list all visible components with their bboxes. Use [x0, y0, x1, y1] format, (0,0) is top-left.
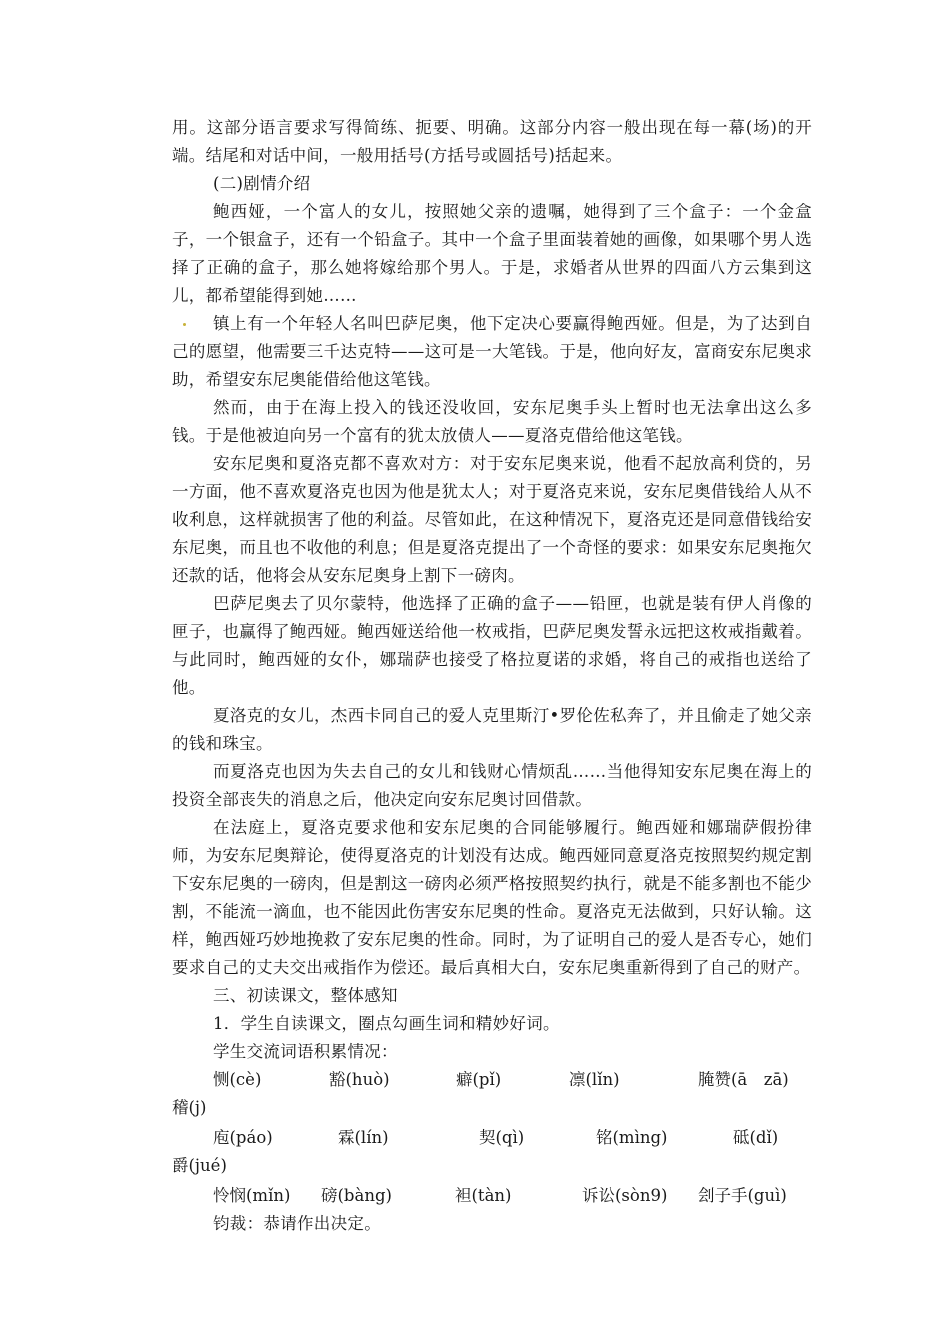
vocab-item: 豁(huò) — [329, 1070, 390, 1089]
vocab-item: 砥(dǐ) — [733, 1128, 779, 1147]
vocab-item: 恻(cè) — [213, 1070, 262, 1089]
vocab-item: 怜悯(mǐn) — [213, 1186, 291, 1205]
section-heading-reading: 三、初读课文，整体感知 — [213, 986, 398, 1005]
vocab-item: 癖(pǐ) — [456, 1070, 502, 1089]
vocab-item: 铭(mìng) — [596, 1128, 668, 1147]
vocab-row-1 — [172, 1066, 812, 1094]
vocab-item: 袒(tàn) — [455, 1186, 512, 1205]
paragraph-plot-1: 鲍西娅，一个富人的女儿，按照她父亲的遗嘱，她得到了三个盒子：一个金盒子，一个银盒子，还有一个铅盒子。其中一个盒子里面装着她的画像，如果哪个男人选择了正确的盒子，那么她将嫁给那个男人。于是，求婚者从世界的四面八方云集到这儿，都希望能得到她…… — [172, 202, 812, 305]
paragraph-plot-6: 夏洛克的女儿，杰西卡同自己的爱人克里斯汀•罗伦佐私奔了，并且偷走了她父亲的钱和珠宝。 — [172, 706, 812, 753]
vocab-item: 霖(lín) — [338, 1128, 389, 1147]
paragraph-plot-7: 而夏洛克也因为失去自己的女儿和钱财心情烦乱……当他得知安东尼奥在海上的投资全部丧失的消息之后，他决定向安东尼奥讨回借款。 — [172, 762, 812, 809]
vocab-item: 契(qì) — [479, 1128, 525, 1147]
paragraph-plot-5: 巴萨尼奥去了贝尔蒙特，他选择了正确的盒子——铅匣，也就是装有伊人肖像的匣子，也赢得了鲍西娅。鲍西娅送给他一枚戒指，巴萨尼奥发誓永远把这枚戒指戴着。与此同时，鲍西娅的女仆，娜瑞萨也接受了格拉夏诺的求婚，将自己的戒指也送给了他。 — [172, 594, 812, 697]
vocab-row-3 — [172, 1182, 812, 1210]
vocab-row-2 — [172, 1124, 812, 1152]
paragraph-intro-continuation: 用。这部分语言要求写得简练、扼要、明确。这部分内容一般出现在每一幕(场)的开端。结尾和对话中间，一般用括号(方括号或圆括号)括起来。 — [172, 118, 812, 165]
vocab-intro: 学生交流词语积累情况： — [213, 1042, 398, 1061]
vocab-item: 凛(lǐn) — [569, 1070, 620, 1089]
paragraph-plot-2: 镇上有一个年轻人名叫巴萨尼奥，他下定决心要赢得鲍西娅。但是，为了达到自己的愿望，他需要三千达克特——这可是一大笔钱。于是，他向好友，富商安东尼奥求助，希望安东尼奥能借给他这笔钱。 — [172, 314, 812, 389]
paragraph-plot-3: 然而，由于在海上投入的钱还没收回，安东尼奥手头上暂时也无法拿出这么多钱。于是他被迫向另一个富有的犹太放债人——夏洛克借给他这笔钱。 — [172, 398, 812, 445]
paragraph-plot-8: 在法庭上，夏洛克要求他和安东尼奥的合同能够履行。鲍西娅和娜瑞萨假扮律师，为安东尼奥辩论，使得夏洛克的计划没有达成。鲍西娅同意夏洛克按照契约规定割下安东尼奥的一磅肉，但是割这一磅肉必须严格按照契约执行，就是不能多割也不能少割，不能流一滴血，也不能因此伤害安东尼奥的性命。夏洛克无法做到，只好认输。这样，鲍西娅巧妙地挽救了安东尼奥的性命。同时，为了证明自己的爱人是否专心，她们要求自己的丈夫交出戒指作为偿还。最后真相大白，安东尼奥重新得到了自己的财产。 — [172, 818, 812, 977]
paragraph-plot-4: 安东尼奥和夏洛克都不喜欢对方：对于安东尼奥来说，他看不起放高利贷的，另一方面，他不喜欢夏洛克也因为他是犹太人；对于夏洛克来说，安东尼奥借钱给人从不收利息，这样就损害了他的利益。尽管如此，在这种情况下，夏洛克还是同意借钱给安东尼奥，而且也不收他的利息；但是夏洛克提出了一个奇怪的要求：如果安东尼奥拖欠还款的话，他将会从安东尼奥身上割下一磅肉。 — [172, 454, 812, 585]
vocab-row-2-wrap: 爵(jué) — [172, 1156, 227, 1175]
section-heading-plot: (二)剧情介绍 — [213, 174, 311, 193]
vocab-item: 庖(páo) — [213, 1128, 273, 1147]
vocab-definition: 钧裁：恭请作出决定。 — [213, 1214, 381, 1233]
document-body — [172, 114, 812, 1238]
vocab-item: 腌赞(ā zā) — [698, 1070, 789, 1089]
vocab-row-1-wrap: 稽(j) — [172, 1098, 207, 1117]
vocab-item: 磅(bàng) — [321, 1186, 392, 1205]
vocab-item: 刽子手(guì) — [698, 1186, 787, 1205]
task-1: 1．学生自读课文，圈点勾画生词和精妙好词。 — [213, 1014, 560, 1033]
vocab-item: 诉讼(sòn9) — [582, 1186, 668, 1205]
